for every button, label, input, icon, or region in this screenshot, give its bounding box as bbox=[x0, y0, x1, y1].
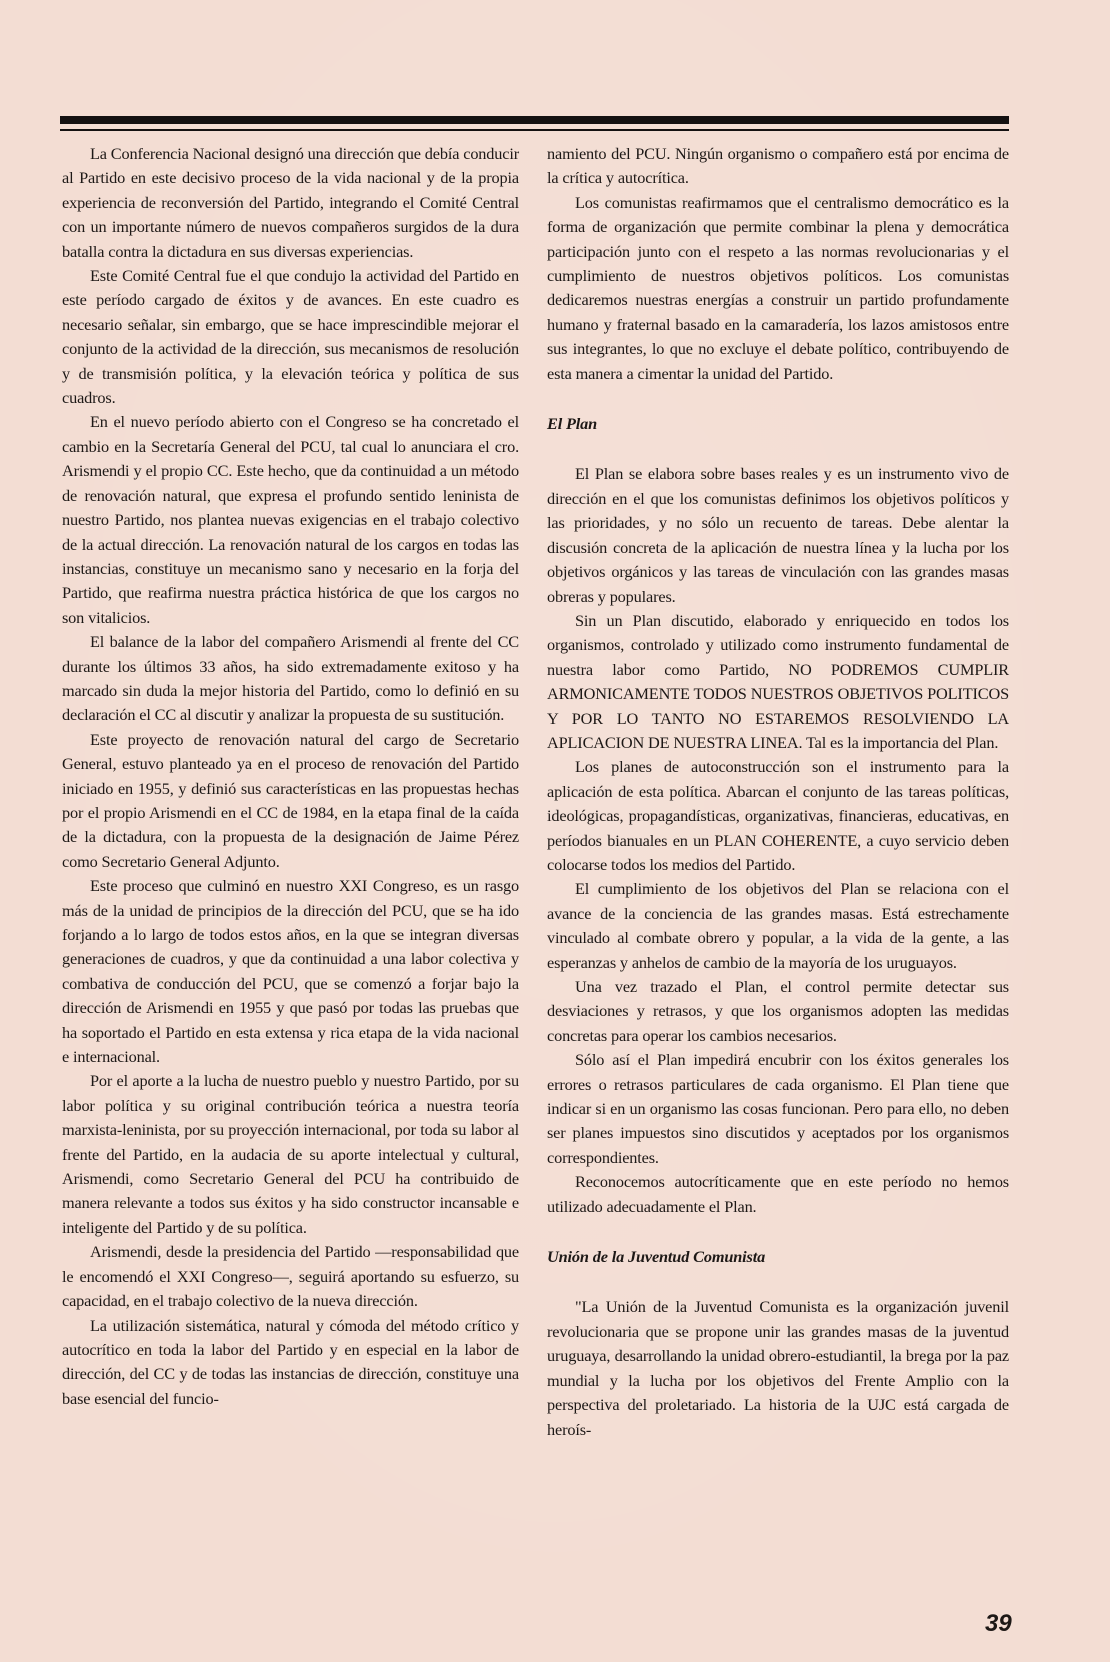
header-rule-thin bbox=[60, 129, 1009, 131]
paragraph: Sin un Plan discutido, elaborado y enriquecido en todos los organismos, controlado y utilizado como instrumento fundamental de nuestra labor como Partido, NO PODREMOS CUMPLIR ARMONICAMENTE TODOS NUESTROS OBJETIVOS POLITICOS Y POR LO TANTO NO ESTAREMOS RESOLVIENDO LA APLICACION DE NUESTRA LINEA. Tal es la importancia del Plan. bbox=[547, 610, 1009, 752]
paragraph: namiento del PCU. Ningún organismo o compañero está por encima de la crítica y autocrítica. bbox=[547, 144, 1009, 188]
paragraph: "La Unión de la Juventud Comunista es la organización juvenil revolucionaria que se propone unir las grandes masas de la juventud uruguaya, desarrollando la unidad obrero-estudiantil, la brega por la paz mundial y la lucha por los objetivos del Frente Amplio con la perspectiva del proletariado. La historia de la UJC está cargada de heroís- bbox=[547, 1297, 1009, 1439]
paragraph: Los comunistas reafirmamos que el centralismo democrático es la forma de organización que permite combinar la plena y democrática participación junto con el respeto a las normas revolucionarias y el cumplimiento de nuestros objetivos políticos. Los comunistas dedicaremos nuestras energías a construir un partido profundamente humano y fraternal basado en la camaradería, los lazos amistosos entre sus integrantes, lo que no excluye el debate político, contribuyendo de esta manera a cimentar la unidad del Partido. bbox=[547, 192, 1009, 383]
paragraph: El balance de la labor del compañero Arismendi al frente del CC durante los últimos 33 años, ha sido extremadamente exitoso y ha marcado sin duda la mejor historia del Partido, como lo definió en su declaración el CC al discutir y analizar la propuesta de su sustitución. bbox=[62, 632, 519, 725]
paragraph: El cumplimiento de los objetivos del Plan se relaciona con el avance de la conciencia de las grandes masas. Está estrechamente vinculado al combate obrero y popular, a la vida de la gente, a las esperanzas y anhelos de cambio de la mayoría de los uruguayos. bbox=[547, 879, 1009, 972]
paragraph: Este proceso que culminó en nuestro XXI Congreso, es un rasgo más de la unidad de principios de la dirección del PCU, que se ha ido forjando a lo largo de todos estos años, en la que se integran diversas generaciones de cuadros, y que da continuidad a una labor colectiva y combativa de conducción del PCU, que se comenzó a forjar bajo la dirección de Arismendi en 1955 y que pasó por todas las pruebas que ha soportado el Partido en esta extensa y rica etapa de la vida nacional e internacional. bbox=[62, 876, 519, 1067]
paragraph: El Plan se elabora sobre bases reales y es un instrumento vivo de dirección en el que los comunistas definimos los objetivos políticos y las prioridades, y no sólo un recuento de tareas. Debe alentar la discusión concreta de la aplicación de nuestra línea y la lucha por los objetivos orgánicos y las tareas de vinculación con las grandes masas obreras y populares. bbox=[547, 464, 1009, 606]
right-column bbox=[547, 142, 1009, 1442]
left-column bbox=[62, 142, 519, 1411]
paragraph: Por el aporte a la lucha de nuestro pueblo y nuestro Partido, por su labor política y su original contribución teórica a nuestra teoría marxista-leninista, por su proyección internacional, por toda su labor al frente del Partido, en la audacia de su aporte intelectual y cultural, Arismendi, como Secretario General del PCU ha contribuido de manera relevante a todos sus éxitos y ha sido constructor incansable e inteligente del Partido y de su política. bbox=[62, 1071, 519, 1237]
header-rule-thick bbox=[60, 116, 1009, 124]
paragraph: La Conferencia Nacional designó una dirección que debía conducir al Partido en este decisivo proceso de la vida nacional y de la propia experiencia de reconversión del Partido, integrando el Comité Central con un importante número de nuevos compañeros surgidos de la dura batalla contra la dictadura en sus diversas experiencias. bbox=[62, 144, 519, 261]
page-number: 39 bbox=[985, 1610, 1012, 1637]
paragraph: En el nuevo período abierto con el Congreso se ha concretado el cambio en la Secretaría General del PCU, tal cual lo anunciara el cro. Arismendi y el propio CC. Este hecho, que da continuidad a un método de renovación natural, que expresa el profundo sentido leninista de nuestro Partido, nos plantea nuevas exigencias en el trabajo colectivo de la actual dirección. La renovación natural de los cargos en todas las instancias, constituye un mecanismo sano y necesario en la forja del Partido, que reafirma nuestra práctica histórica de que los cargos no son vitalicios. bbox=[62, 412, 519, 627]
paragraph: La utilización sistemática, natural y cómoda del método crítico y autocrítico en toda la labor del Partido y en especial en la labor de dirección, del CC y de todas las instancias de dirección, constituye una base esencial del funcio- bbox=[62, 1315, 519, 1408]
paragraph: Una vez trazado el Plan, el control permite detectar sus desviaciones y retrasos, y que los organismos adopten las medidas concretas para operar los cambios necesarios. bbox=[547, 977, 1009, 1045]
paragraph: Este proyecto de renovación natural del cargo de Secretario General, estuvo planteado ya en el proceso de renovación del Partido iniciado en 1955, y definió sus características en las propuestas hechas por el propio Arismendi en el CC de 1984, en la etapa final de la caída de la dictadura, con la propuesta de la designación de Jaime Pérez como Secretario General Adjunto. bbox=[62, 729, 519, 871]
paragraph: Este Comité Central fue el que condujo la actividad del Partido en este período cargado de éxitos y de avances. En este cuadro es necesario señalar, sin embargo, que se hace imprescindible mejorar el conjunto de la actividad de la dirección, sus mecanismos de resolución y de transmisión política, y la elevación teórica y política de sus cuadros. bbox=[62, 266, 519, 408]
section-heading-plan: El Plan bbox=[547, 414, 598, 434]
paragraph: Sólo así el Plan impedirá encubrir con los éxitos generales los errores o retrasos particulares de cada organismo. El Plan tiene que indicar si en un organismo las cosas funcionan. Pero para ello, no deben ser planes impuestos sino discutidos y aceptados por los organismos correspondientes. bbox=[547, 1050, 1009, 1167]
paragraph: Arismendi, desde la presidencia del Partido —responsabilidad que le encomendó el XXI Congreso—, seguirá aportando su esfuerzo, su capacidad, en el trabajo colectivo de la nueva dirección. bbox=[62, 1242, 519, 1311]
section-heading-ujc: Unión de la Juventud Comunista bbox=[547, 1247, 766, 1267]
paragraph: Reconocemos autocríticamente que en este período no hemos utilizado adecuadamente el Plan. bbox=[547, 1172, 1009, 1216]
paragraph: Los planes de autoconstrucción son el instrumento para la aplicación de esta política. Abarcan el conjunto de las tareas políticas, ideológicas, propagandísticas, organizativas, financieras, educativas, en períodos bianuales en un PLAN COHERENTE, a cuyo servicio deben colocarse todos los medios del Partido. bbox=[547, 757, 1009, 874]
